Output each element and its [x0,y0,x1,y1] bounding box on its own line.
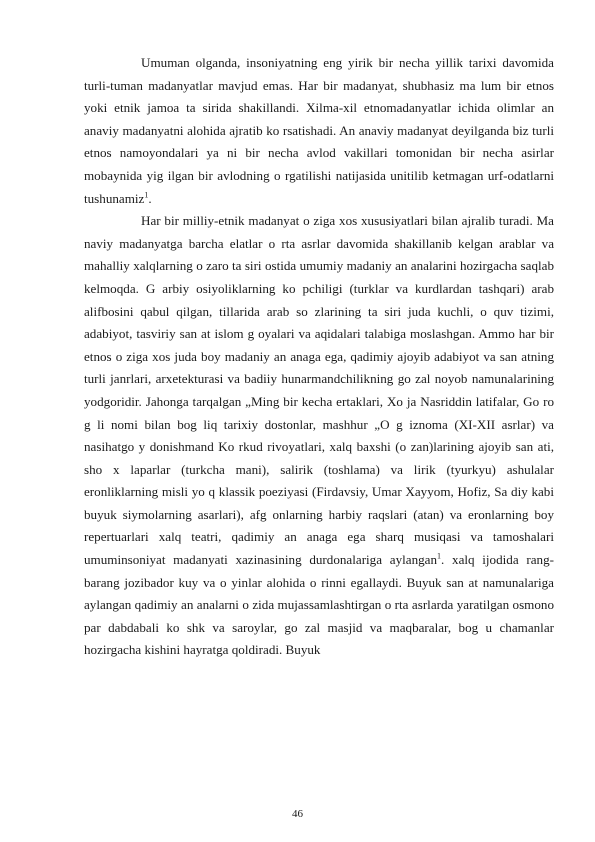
page-number: 46 [292,808,303,820]
paragraph-1-end: . [148,190,152,206]
paragraph-1 [84,52,554,210]
footnote-ref-1: 1 [144,190,149,200]
paragraph-2 [84,210,554,662]
paragraph-1-text: Umuman olganda, insoniyatning eng yirik bir necha yillik tarixi davomida turli-tuman madanyatlar mavjud emas. Har bir madanyat, shubhasiz ma lum bir etnos yoki etnik jamoa ta sirida shakillandi. Xilma-xil etnomadanyatlar ichida olimlar an anaviy madanyatni alohida ajratib ko rsatishadi. An anaviy madanyat deyilganda biz turli etnos namoyondalari ya ni bir necha avlod vakillari tomonidan bir necha asirlar mobaynida yig ilgan bir avlodning o rgatilishi natijasida unitilib ketmagan urf-odatlarni tushunamiz [84,55,554,206]
document-page [84,52,554,662]
paragraph-2-text: Har bir milliy-etnik madanyat o ziga xos xususiyatlari bilan ajralib turadi. Ma naviy madanyatga barcha elatlar o rta asrlar davomida shakillanib kelgan arablar va mahalliy xalqlarning o zaro ta siri ostida umumiy madaniy an analarini hozirgacha saqlab kelmoqda. G arbiy osiyoliklarning ko pchiligi (turklar va kurdlardan tashqari) arab alifbosini qabul qilgan, tillarida arab so zlarining ta siri juda kuchli, o quv tizimi, adabiyot, tasviriy san at islom g oyalari va aqidalari talabiga moslashgan. Ammo har bir etnos o ziga xos juda boy madaniy an anaga ega, qadimiy ajoyib adabiyot va san atning turli janrlari, arxetekturasi va badiiy hunarmandchilikning go zal noyob namunalarining yodgoridir. Jahonga tarqalgan „Ming bir kecha ertaklari, Xo ja Nasriddin latifalar, Go ro g li nomi bilan bog liq tarixiy dostonlar, mashhur „O g iznoma (XI-XII asrlar) va nasihatgo y donishmand Ko rkud rivoyatlari, xalq baxshi (o zan)larining ajoyib san ati, sho x laparlar (turkcha mani), salirik (toshlama) va lirik (tyurkyu) ashulalar eronliklarning misli yo q klassik poeziyasi (Firdavsiy, Umar Xayyom, Hofiz, Sa diy kabi buyuk siymolarning asarlari), afg onlarning harbiy raqslari (atan) va eronlarning boy repertuarlari xalq teatri, qadimiy an anaga ega sharq musiqasi va tamoshalari umuminsoniyat madanyati xazinasining durdonalariga aylangan [84,213,554,568]
paragraph-2-continuation: . xalq ijodida rang-barang jozibador kuy va o yinlar alohida o rinni egallaydi. Buyuk san at namunalariga aylangan qadimiy an analarni o zida mujassamlashtirgan o rta asrlarda yaratilgan osmono par dabdabali ko shk va saroylar, go zal masjid va maqbaralar, bog u chamanlar hozirgacha kishini hayratga qoldiradi. Buyuk [84,552,554,658]
footnote-ref-2: 1 [437,551,442,561]
